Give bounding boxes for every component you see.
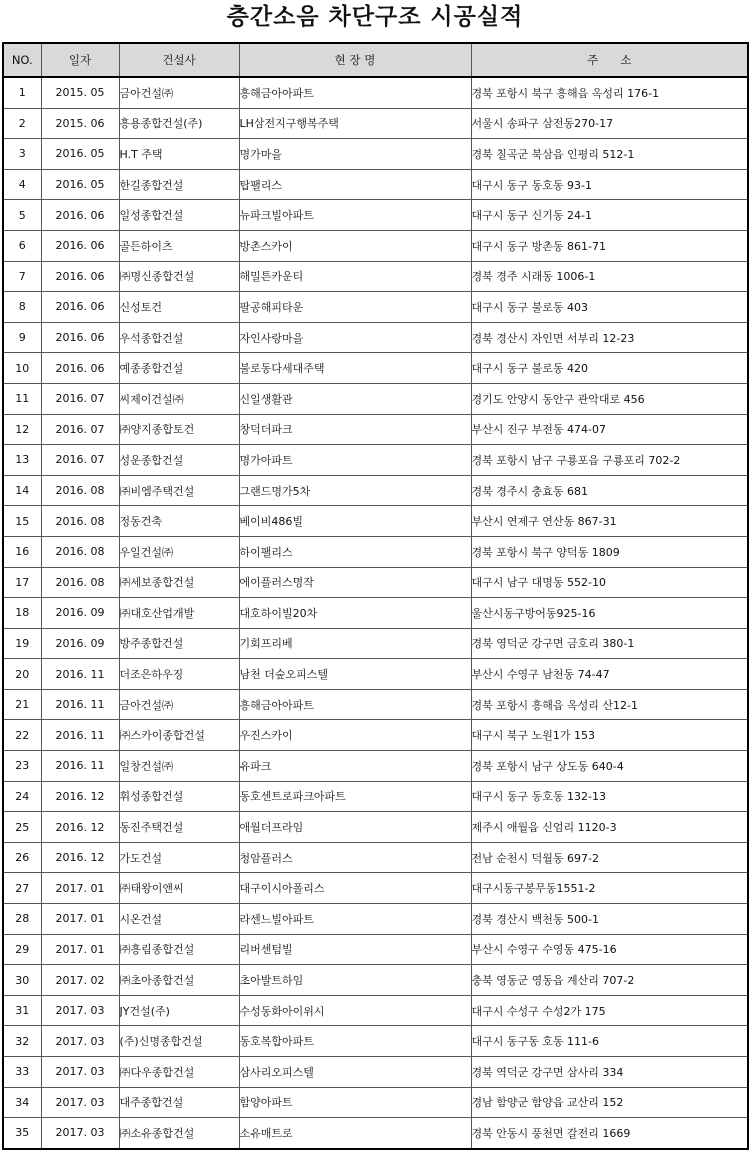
row-company: ㈜다우종합건설	[119, 1057, 239, 1088]
row-address: 대구시 동구 동호동 93-1	[471, 169, 748, 200]
row-number: 8	[3, 292, 41, 323]
row-company: ㈜명신종합건설	[119, 261, 239, 292]
row-date: 2016. 06	[41, 200, 119, 231]
row-date: 2017. 03	[41, 1057, 119, 1088]
row-company: ㈜양지종합토건	[119, 414, 239, 445]
row-number: 6	[3, 230, 41, 261]
row-address: 제주시 애월읍 신엄리 1120-3	[471, 812, 748, 843]
row-number: 34	[3, 1087, 41, 1118]
table-row	[3, 567, 748, 598]
row-address: 경북 역덕군 강구면 삼사리 334	[471, 1057, 748, 1088]
row-company: 동진주택건설	[119, 812, 239, 843]
row-site-name: 흥해금아아파트	[239, 689, 471, 720]
header-address: 주 소	[471, 43, 748, 77]
header-no: NO.	[3, 43, 41, 77]
row-site-name: 신일생활관	[239, 383, 471, 414]
row-site-name: 베이비486빌	[239, 506, 471, 537]
row-address: 대구시 동구동 호동 111-6	[471, 1026, 748, 1057]
table-row	[3, 720, 748, 751]
row-company: 우석종합건설	[119, 322, 239, 353]
row-company: 흥용종합건설(주)	[119, 108, 239, 139]
header-date: 일자	[41, 43, 119, 77]
row-company: ㈜태왕이앤씨	[119, 873, 239, 904]
table-row	[3, 1118, 748, 1149]
row-address: 경북 안동시 풍천면 갈전리 1669	[471, 1118, 748, 1149]
row-date: 2017. 02	[41, 965, 119, 996]
row-date: 2016. 12	[41, 812, 119, 843]
row-date: 2016. 09	[41, 628, 119, 659]
row-site-name: 대호하이빌20차	[239, 598, 471, 629]
row-number: 24	[3, 781, 41, 812]
row-site-name: 방촌스카이	[239, 230, 471, 261]
row-number: 4	[3, 169, 41, 200]
row-address: 대구시동구봉무동1551-2	[471, 873, 748, 904]
row-company: 금아건설㈜	[119, 77, 239, 108]
row-address: 울산시동구방어동925-16	[471, 598, 748, 629]
row-address: 경북 포항시 북구 양덕동 1809	[471, 536, 748, 567]
row-date: 2017. 01	[41, 904, 119, 935]
row-date: 2017. 01	[41, 934, 119, 965]
row-site-name: 에이플러스명작	[239, 567, 471, 598]
table-header-row	[3, 43, 748, 77]
row-date: 2016. 07	[41, 445, 119, 476]
row-date: 2017. 03	[41, 1118, 119, 1149]
row-date: 2017. 03	[41, 1026, 119, 1057]
row-company: 씨제이건설㈜	[119, 383, 239, 414]
row-site-name: 소유매트로	[239, 1118, 471, 1149]
row-company: 휘성종합건설	[119, 781, 239, 812]
row-address: 대구시 동구 방촌동 861-71	[471, 230, 748, 261]
row-date: 2016. 11	[41, 689, 119, 720]
document-title: 층간소음 차단구조 시공실적	[226, 4, 524, 30]
row-site-name: 불로동다세대주택	[239, 353, 471, 384]
row-number: 15	[3, 506, 41, 537]
row-number: 18	[3, 598, 41, 629]
table-row	[3, 598, 748, 629]
row-number: 32	[3, 1026, 41, 1057]
row-address: 부산시 진구 부전동 474-07	[471, 414, 748, 445]
table-row	[3, 292, 748, 323]
header-company: 건설사	[119, 43, 239, 77]
table-row	[3, 934, 748, 965]
row-number: 12	[3, 414, 41, 445]
row-date: 2016. 09	[41, 598, 119, 629]
row-date: 2015. 06	[41, 108, 119, 139]
row-site-name: 뉴파크빌아파트	[239, 200, 471, 231]
row-number: 5	[3, 200, 41, 231]
row-company: ㈜초아종합건설	[119, 965, 239, 996]
row-number: 3	[3, 139, 41, 170]
table-row	[3, 1057, 748, 1088]
row-date: 2016. 12	[41, 842, 119, 873]
row-company: 일창건설㈜	[119, 751, 239, 782]
table-row	[3, 659, 748, 690]
row-number: 26	[3, 842, 41, 873]
row-site-name: 수성동화아이위시	[239, 995, 471, 1026]
row-site-name: 대구이시아폴리스	[239, 873, 471, 904]
table-row	[3, 506, 748, 537]
row-site-name: 우진스카이	[239, 720, 471, 751]
row-date: 2016. 11	[41, 751, 119, 782]
table-row	[3, 965, 748, 996]
row-site-name: 자인사랑마을	[239, 322, 471, 353]
table-row	[3, 536, 748, 567]
table-row	[3, 1087, 748, 1118]
row-company: 예종종합건설	[119, 353, 239, 384]
row-number: 29	[3, 934, 41, 965]
row-address: 경북 포항시 남구 상도동 640-4	[471, 751, 748, 782]
row-company: 가도건설	[119, 842, 239, 873]
table-row	[3, 200, 748, 231]
row-number: 23	[3, 751, 41, 782]
row-date: 2016. 12	[41, 781, 119, 812]
row-company: 한길종합건설	[119, 169, 239, 200]
table-row	[3, 751, 748, 782]
row-company: JY건설(주)	[119, 995, 239, 1026]
row-company: 성운종합건설	[119, 445, 239, 476]
table-row	[3, 689, 748, 720]
row-site-name: 애월더프라임	[239, 812, 471, 843]
row-date: 2016. 08	[41, 536, 119, 567]
construction-results-table	[2, 42, 749, 1150]
row-number: 16	[3, 536, 41, 567]
row-number: 9	[3, 322, 41, 353]
row-address: 경북 포항시 흥해읍 옥성리 산12-1	[471, 689, 748, 720]
row-site-name: 삼사리오피스텔	[239, 1057, 471, 1088]
row-site-name: 유파크	[239, 751, 471, 782]
row-address: 대구시 수성구 수성2가 175	[471, 995, 748, 1026]
row-address: 충북 영동군 영동읍 계산리 707-2	[471, 965, 748, 996]
row-site-name: LH삼전지구행복주택	[239, 108, 471, 139]
header-site: 현 장 명	[239, 43, 471, 77]
row-site-name: 해밀튼카운티	[239, 261, 471, 292]
row-site-name: 동호복합아파트	[239, 1026, 471, 1057]
row-company: ㈜스카이종합건설	[119, 720, 239, 751]
table-row	[3, 628, 748, 659]
row-site-name: 기회프리베	[239, 628, 471, 659]
row-company: (주)신명종합건설	[119, 1026, 239, 1057]
row-site-name: 명가마을	[239, 139, 471, 170]
row-address: 서울시 송파구 삼전동270-17	[471, 108, 748, 139]
table-row	[3, 139, 748, 170]
table-row	[3, 995, 748, 1026]
row-address: 전남 순천시 덕월동 697-2	[471, 842, 748, 873]
row-date: 2016. 07	[41, 383, 119, 414]
table-row	[3, 475, 748, 506]
row-number: 28	[3, 904, 41, 935]
row-date: 2016. 05	[41, 139, 119, 170]
row-address: 부산시 수영구 수영동 475-16	[471, 934, 748, 965]
row-site-name: 함양아파트	[239, 1087, 471, 1118]
row-company: ㈜비엠주택건설	[119, 475, 239, 506]
row-address: 대구시 북구 노원1가 153	[471, 720, 748, 751]
row-site-name: 팔공해피타운	[239, 292, 471, 323]
table-row	[3, 781, 748, 812]
row-address: 경북 영덕군 강구면 금호리 380-1	[471, 628, 748, 659]
row-company: 우일건설㈜	[119, 536, 239, 567]
row-company: 시온건설	[119, 904, 239, 935]
row-number: 21	[3, 689, 41, 720]
row-date: 2016. 06	[41, 230, 119, 261]
row-number: 11	[3, 383, 41, 414]
row-address: 경북 칠곡군 북삼읍 인평리 512-1	[471, 139, 748, 170]
row-site-name: 하이팰리스	[239, 536, 471, 567]
row-number: 22	[3, 720, 41, 751]
row-site-name: 동호센트로파크아파트	[239, 781, 471, 812]
row-company: 대주종합건설	[119, 1087, 239, 1118]
row-address: 경북 포항시 남구 구룡포읍 구룡포리 702-2	[471, 445, 748, 476]
row-company: 골든하이츠	[119, 230, 239, 261]
row-company: 일성종합건설	[119, 200, 239, 231]
row-date: 2016. 08	[41, 475, 119, 506]
row-number: 30	[3, 965, 41, 996]
row-number: 2	[3, 108, 41, 139]
row-company: 방주종합건설	[119, 628, 239, 659]
row-address: 경북 경산시 백천동 500-1	[471, 904, 748, 935]
row-date: 2016. 08	[41, 506, 119, 537]
row-date: 2016. 06	[41, 353, 119, 384]
table-row	[3, 812, 748, 843]
table-row	[3, 873, 748, 904]
row-date: 2016. 06	[41, 322, 119, 353]
row-company: 더조은하우징	[119, 659, 239, 690]
table-row	[3, 322, 748, 353]
row-company: 신성토건	[119, 292, 239, 323]
row-date: 2016. 11	[41, 659, 119, 690]
row-address: 경북 경산시 자인면 서부리 12-23	[471, 322, 748, 353]
row-site-name: 흥해금아아파트	[239, 77, 471, 108]
table-row	[3, 230, 748, 261]
row-number: 27	[3, 873, 41, 904]
table-body	[3, 77, 748, 1149]
table-row	[3, 77, 748, 108]
row-address: 부산시 연제구 연산동 867-31	[471, 506, 748, 537]
row-date: 2016. 06	[41, 261, 119, 292]
row-number: 35	[3, 1118, 41, 1149]
table-row	[3, 904, 748, 935]
table-row	[3, 169, 748, 200]
row-site-name: 창덕더파크	[239, 414, 471, 445]
row-site-name: 리버센텀빌	[239, 934, 471, 965]
row-site-name: 탑팰리스	[239, 169, 471, 200]
table-row	[3, 445, 748, 476]
row-number: 10	[3, 353, 41, 384]
row-number: 13	[3, 445, 41, 476]
row-address: 경북 경주 시래동 1006-1	[471, 261, 748, 292]
row-address: 부산시 수영구 남천동 74-47	[471, 659, 748, 690]
row-date: 2015. 05	[41, 77, 119, 108]
row-address: 대구시 남구 대명동 552-10	[471, 567, 748, 598]
table-row	[3, 353, 748, 384]
row-site-name: 라센느빌아파트	[239, 904, 471, 935]
row-address: 경기도 안양시 동안구 관악대로 456	[471, 383, 748, 414]
row-site-name: 남천 더숲오피스텔	[239, 659, 471, 690]
row-number: 17	[3, 567, 41, 598]
row-site-name: 초아발트하임	[239, 965, 471, 996]
row-number: 19	[3, 628, 41, 659]
row-site-name: 명가아파트	[239, 445, 471, 476]
row-address: 경북 경주시 충효동 681	[471, 475, 748, 506]
row-number: 7	[3, 261, 41, 292]
row-address: 대구시 동구 동호동 132-13	[471, 781, 748, 812]
row-date: 2016. 07	[41, 414, 119, 445]
row-number: 1	[3, 77, 41, 108]
row-address: 대구시 동구 신기동 24-1	[471, 200, 748, 231]
row-site-name: 청암플러스	[239, 842, 471, 873]
row-company: ㈜소유종합건설	[119, 1118, 239, 1149]
row-date: 2017. 03	[41, 995, 119, 1026]
row-date: 2017. 03	[41, 1087, 119, 1118]
row-number: 25	[3, 812, 41, 843]
table-row	[3, 414, 748, 445]
row-address: 경남 함양군 함양읍 교산리 152	[471, 1087, 748, 1118]
table-row	[3, 261, 748, 292]
row-date: 2016. 05	[41, 169, 119, 200]
row-site-name: 그랜드명가5차	[239, 475, 471, 506]
table-row	[3, 842, 748, 873]
row-company: H.T 주택	[119, 139, 239, 170]
row-company: ㈜대호산업개발	[119, 598, 239, 629]
table-row	[3, 1026, 748, 1057]
row-address: 대구시 동구 불로동 420	[471, 353, 748, 384]
row-company: ㈜세보종합건설	[119, 567, 239, 598]
row-number: 20	[3, 659, 41, 690]
row-address: 경북 포항시 북구 흥해읍 옥성리 176-1	[471, 77, 748, 108]
table-row	[3, 108, 748, 139]
row-date: 2016. 06	[41, 292, 119, 323]
row-company: 정동건축	[119, 506, 239, 537]
row-number: 14	[3, 475, 41, 506]
table-row	[3, 383, 748, 414]
row-date: 2016. 08	[41, 567, 119, 598]
row-number: 31	[3, 995, 41, 1026]
row-number: 33	[3, 1057, 41, 1088]
row-date: 2017. 01	[41, 873, 119, 904]
row-date: 2016. 11	[41, 720, 119, 751]
row-company: 금아건설㈜	[119, 689, 239, 720]
row-address: 대구시 동구 불로동 403	[471, 292, 748, 323]
row-company: ㈜흥림종합건설	[119, 934, 239, 965]
